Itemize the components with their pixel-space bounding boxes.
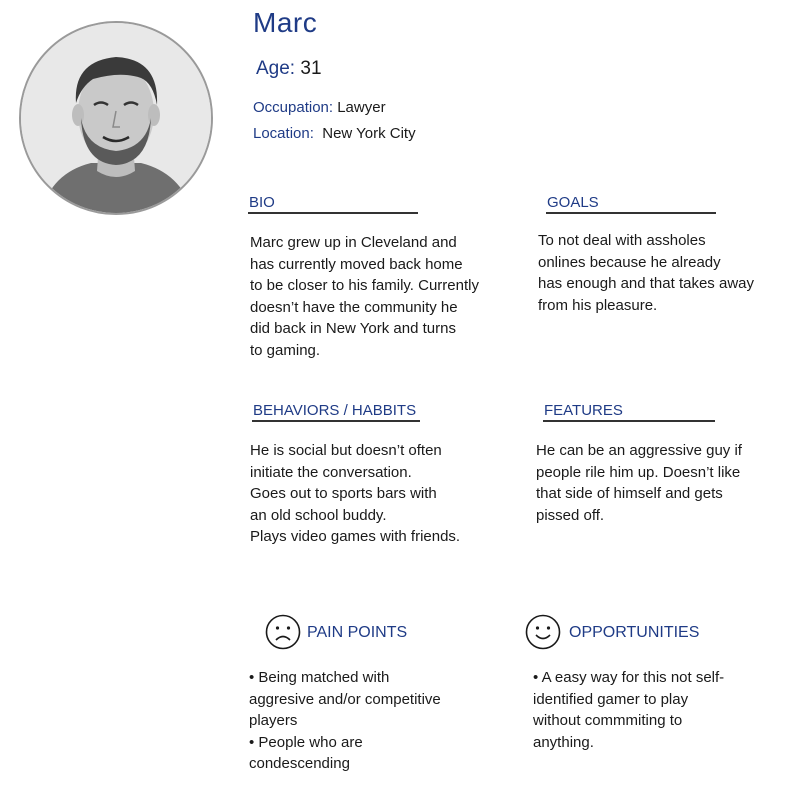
pain-points-line: condescending: [249, 755, 350, 773]
avatar: [19, 21, 213, 215]
bio-line: to gaming.: [250, 341, 321, 359]
profile-photo: [21, 23, 211, 213]
persona-name: Marc: [253, 7, 318, 38]
location-row: [253, 125, 416, 142]
features-title: FEATURES: [543, 402, 715, 422]
behaviors-line: He is social but doesn’t often: [250, 442, 442, 459]
age-row: [256, 58, 322, 80]
goals-line: onlines because he already: [538, 253, 721, 271]
location-value: New York City: [322, 125, 416, 142]
bio-line: to be closer to his family. Currently: [250, 277, 479, 295]
bio-line: has currently moved back home: [250, 255, 463, 273]
location-label: Location:: [253, 125, 314, 142]
features-line: people rile him up. Doesn’t like: [536, 463, 741, 481]
features-line: pissed off.: [536, 506, 605, 524]
pain-points-line: • People who are: [249, 733, 363, 751]
features-line: He can be an aggressive guy if: [536, 442, 742, 459]
occupation-row: [253, 99, 386, 116]
opportunities-title: OPPORTUNITIES: [569, 624, 700, 641]
bio-line: did back in New York and turns: [250, 320, 456, 338]
features-text: [536, 440, 742, 526]
behaviors-line: Goes out to sports bars with: [250, 485, 437, 503]
bio-title: BIO: [248, 194, 418, 214]
sad-face-icon: [265, 614, 301, 655]
goals-title: GOALS: [546, 194, 716, 214]
behaviors-text: [250, 440, 460, 548]
pain-points-line: players: [249, 712, 298, 730]
opportunities-line: anything.: [533, 733, 594, 751]
pain-points-line: aggresive and/or competitive: [249, 690, 441, 708]
occupation-label: Occupation:: [253, 99, 334, 116]
behaviors-line: an old school buddy.: [250, 506, 387, 524]
pain-points-text: [249, 667, 441, 775]
opportunities-text: [533, 667, 724, 753]
behaviors-line: Plays video games with friends.: [250, 528, 461, 546]
bio-line: Marc grew up in Cleveland and: [250, 234, 457, 251]
opportunities-line: identified gamer to play: [533, 690, 689, 708]
opportunities-line: • A easy way for this not self-: [533, 669, 725, 686]
features-line: that side of himself and gets: [536, 485, 723, 503]
bio-line: doesn’t have the community he: [250, 298, 458, 316]
bio-text: [250, 232, 479, 362]
age-label: Age:: [256, 58, 296, 79]
goals-line: To not deal with assholes: [538, 232, 706, 249]
goals-text: [538, 230, 754, 316]
behaviors-title: BEHAVIORS / HABBITS: [252, 402, 420, 422]
behaviors-line: initiate the conversation.: [250, 463, 412, 481]
pain-points-title: PAIN POINTS: [307, 624, 408, 641]
pain-points-line: • Being matched with: [249, 669, 390, 686]
goals-line: from his pleasure.: [538, 296, 658, 314]
opportunities-line: without commmiting to: [533, 712, 683, 730]
age-value: 31: [300, 58, 322, 79]
goals-line: has enough and that takes away: [538, 275, 754, 293]
happy-face-icon: [525, 614, 561, 655]
occupation-value: Lawyer: [337, 99, 386, 116]
